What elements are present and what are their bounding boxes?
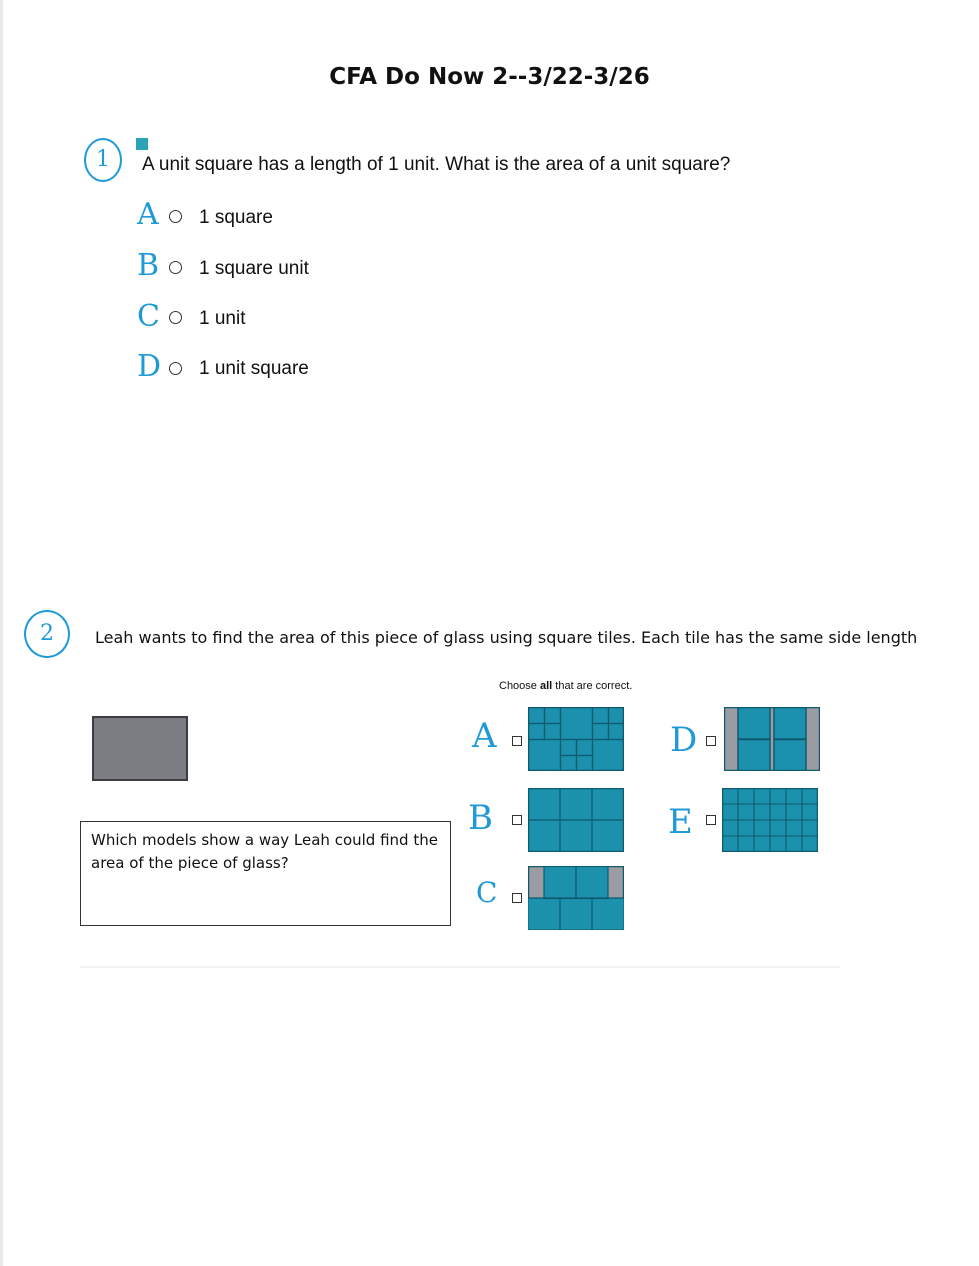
tile-model-c (528, 866, 624, 930)
question-1-text: A unit square has a length of 1 unit. What is the area of a unit square? (142, 154, 731, 175)
choice-c-checkbox[interactable] (512, 893, 522, 903)
choice-b-letter: B (468, 798, 493, 838)
choice-e-checkbox[interactable] (706, 815, 716, 825)
question-2-prompt: Which models show a way Leah could find the area of the piece of glass? (91, 831, 438, 872)
option-a-radio[interactable] (169, 210, 182, 223)
choice-a-checkbox[interactable] (512, 736, 522, 746)
choice-b-checkbox[interactable] (512, 815, 522, 825)
glass-piece (92, 716, 188, 781)
tile-model-e (722, 788, 818, 852)
choice-d-checkbox[interactable] (706, 736, 716, 746)
option-c-radio[interactable] (169, 311, 182, 324)
choice-c-letter: C (476, 876, 498, 909)
option-b-radio[interactable] (169, 261, 182, 274)
option-d-letter: D (137, 349, 162, 384)
option-a-label: 1 square (199, 207, 273, 228)
question-2-prompt-box (80, 821, 451, 926)
tile-model-d (724, 707, 820, 771)
question-2-text: Leah wants to find the area of this piece of glass using square tiles. Each tile has the same side length (95, 628, 918, 647)
choice-a-letter: A (472, 716, 497, 756)
tile-model-b (528, 788, 624, 852)
page-title: CFA Do Now 2--3/22-3/26 (329, 64, 650, 90)
unit-square-icon (136, 138, 148, 150)
question-2-number: 2 (24, 610, 70, 658)
option-b-letter: B (137, 248, 160, 283)
scan-artifact-line (80, 966, 840, 968)
choice-d-letter: D (670, 720, 698, 760)
option-d-label: 1 unit square (199, 358, 309, 379)
option-a-letter: A (137, 197, 159, 232)
option-d-radio[interactable] (169, 362, 182, 375)
question-1-number: 1 (84, 138, 122, 182)
option-c-label: 1 unit (199, 308, 246, 329)
option-b-label: 1 square unit (199, 258, 309, 279)
option-c-letter: C (137, 299, 160, 334)
choose-all-instruction: Choose all that are correct. (499, 680, 633, 692)
scan-edge (0, 0, 3, 1266)
choice-e-letter: E (668, 802, 693, 842)
tile-model-a (528, 707, 624, 771)
